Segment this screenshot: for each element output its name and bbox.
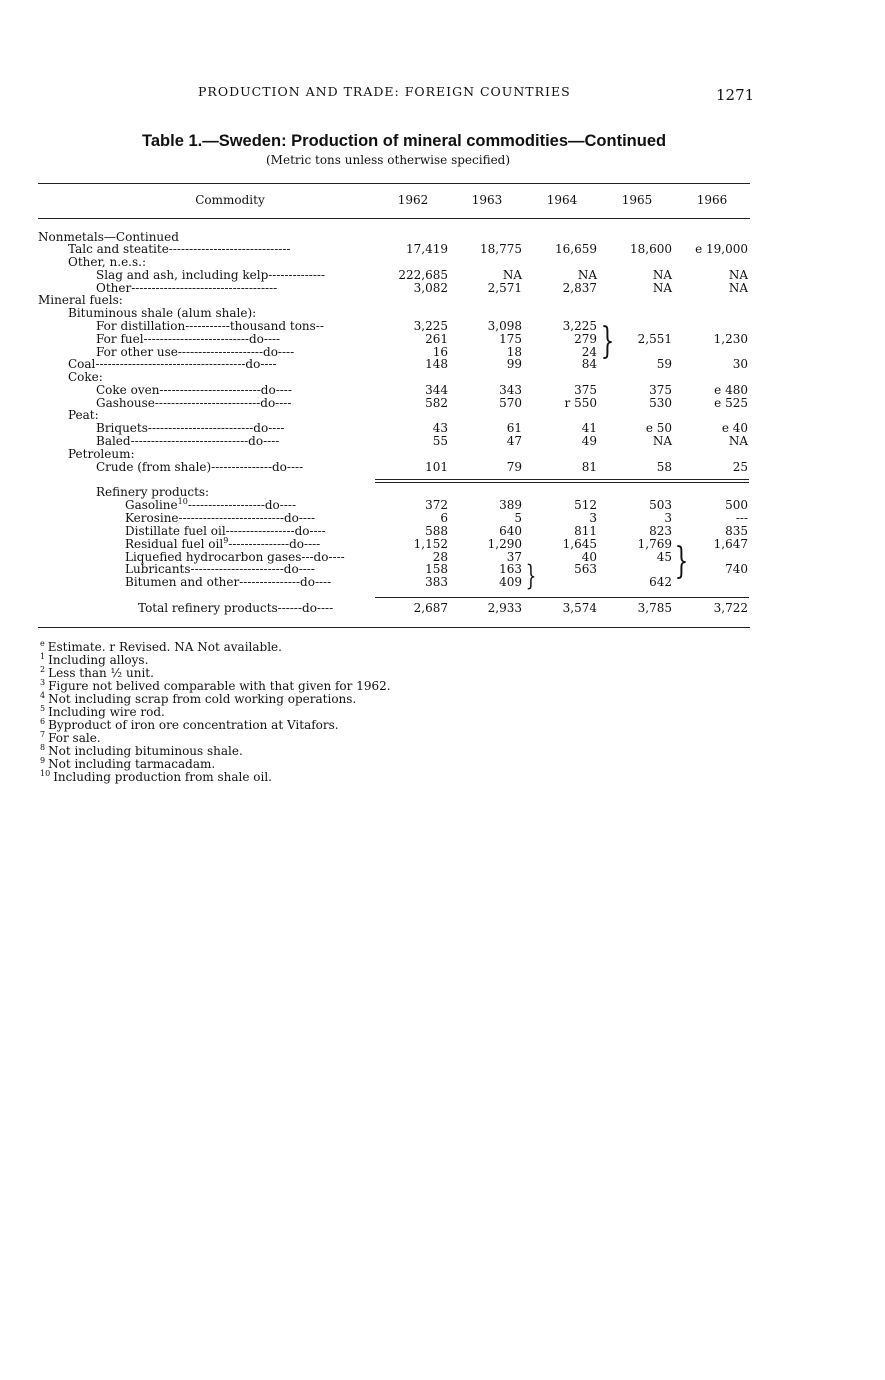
table-cell-1963: 1,290 [487, 537, 522, 551]
table-cell-1964: 811 [574, 524, 597, 538]
table-cell-1964: 3,574 [562, 601, 597, 615]
table-cell-1962: 1,152 [413, 537, 448, 551]
section-rule-upper [375, 479, 749, 480]
table-cell-1963: 409 [499, 575, 522, 589]
table-cell-1965: 3 [664, 511, 672, 525]
running-head: PRODUCTION AND TRADE: FOREIGN COUNTRIES [198, 84, 571, 99]
footnote: $^e$ Estimate. r Revised. NA Not available. [40, 639, 282, 654]
table-cell-1966: e 40 [721, 421, 748, 435]
total-rule [375, 597, 749, 598]
table-cell-1964: 40 [581, 550, 597, 564]
table-cell-1963: NA [502, 268, 522, 282]
footnote-mark: 2 [40, 665, 46, 674]
table-cell-1962: 16 [432, 345, 448, 359]
table-cell-1962: 588 [425, 524, 448, 538]
column-header-1964: 1964 [546, 193, 578, 207]
table-cell-1962: 261 [425, 332, 448, 346]
row-label: Slag and ash, including kelp-------------- [96, 268, 326, 282]
table-cell-1963: 18,775 [480, 242, 522, 256]
table-cell-1966: e 525 [714, 396, 748, 410]
table-cell-1964: 81 [581, 460, 597, 474]
table-cell-1965: 642 [649, 575, 672, 589]
footnote-mark: 3 [40, 678, 46, 687]
table-cell-1966: 3,722 [713, 601, 748, 615]
table-cell-1963: 5 [514, 511, 522, 525]
table-cell-1966: 1,647 [713, 537, 748, 551]
footnote-mark: 7 [40, 730, 46, 739]
row-label: Baled-----------------------------do---- [96, 434, 280, 448]
row-label: Nonmetals—Continued [38, 230, 179, 244]
table-cell-1962: 6 [440, 511, 448, 525]
row-label: Distillate fuel oil-----------------do---- [125, 524, 326, 538]
table-cell-1965: e 50 [645, 421, 672, 435]
footnote-mark: 8 [40, 743, 46, 752]
column-header-1966: 1966 [696, 193, 728, 207]
table-cell-1965: NA [652, 268, 672, 282]
table-cell-1962: 2,687 [413, 601, 448, 615]
table-subtitle: (Metric tons unless otherwise specified) [266, 153, 511, 167]
table-row [0, 602, 885, 615]
table-cell-1964: 16,659 [555, 242, 597, 256]
table-cell-1965: 375 [649, 383, 672, 397]
footnote: $^2$ Less than ½ unit. [40, 665, 154, 680]
table-cell-1963: 343 [499, 383, 522, 397]
table-cell-1964: 512 [574, 498, 597, 512]
row-label: Residual fuel oil$^9$---------------do---- [125, 536, 321, 551]
row-label: Bitumen and other---------------do---- [125, 575, 332, 589]
table-cell-1962: 344 [425, 383, 448, 397]
table-cell-1965: 1,769 [637, 537, 672, 551]
table-cell-1966: NA [728, 268, 748, 282]
table-cell-1966: --- [735, 511, 748, 525]
table-cell-1963: 570 [499, 396, 522, 410]
top-rule [38, 183, 750, 184]
table-cell-1965: 530 [649, 396, 672, 410]
row-label: For other use---------------------do---- [96, 345, 295, 359]
column-header-1965: 1965 [621, 193, 653, 207]
table-cell-1962: 3,082 [413, 281, 448, 295]
table-title: Table 1.—Sweden: Production of mineral commodities—Continued [142, 132, 667, 150]
row-label: For fuel--------------------------do---- [96, 332, 281, 346]
row-label: Refinery products: [96, 485, 210, 499]
table-cell-1964: 375 [574, 383, 597, 397]
table-cell-1964: 49 [581, 434, 597, 448]
row-label: Mineral fuels: [38, 293, 123, 307]
footnote-ref: 9 [223, 536, 229, 545]
footnote: $^7$ For sale. [40, 730, 101, 745]
footnote: $^1$ Including alloys. [40, 652, 149, 667]
table-cell-1963: 37 [506, 550, 522, 564]
table-cell-1962: 28 [432, 550, 448, 564]
brace-bituminous-1964: } [600, 321, 615, 362]
row-label: For distillation-----------thousand tons-- [96, 319, 324, 333]
table-cell-1965: NA [652, 281, 672, 295]
row-label: Coal-------------------------------------do---- [68, 357, 277, 371]
table-row [0, 576, 885, 589]
table-cell-1966: 25 [732, 460, 748, 474]
table-cell-1964: 563 [574, 562, 597, 576]
row-label: Lubricants-----------------------do---- [125, 562, 315, 576]
table-cell-1964: r 550 [564, 396, 597, 410]
footnote-mark: 5 [40, 704, 46, 713]
table-cell-1962: 372 [425, 498, 448, 512]
row-label: Other------------------------------------ [96, 281, 278, 295]
row-label: Crude (from shale)---------------do---- [96, 460, 304, 474]
row-label: Coke oven-------------------------do---- [96, 383, 292, 397]
header-rule [38, 218, 750, 219]
table-cell-1964: 1,645 [562, 537, 597, 551]
row-label: Gasoline$^{10}$-------------------do---- [125, 497, 296, 512]
footnote: $^6$ Byproduct of iron ore concentration at Vitafors. [40, 717, 339, 732]
row-label: Coke: [68, 370, 103, 384]
table-cell-1963: 175 [499, 332, 522, 346]
table-cell-1966: e 480 [714, 383, 748, 397]
table-cell-1963: 61 [506, 421, 522, 435]
brace-refinery-1963: } [525, 559, 537, 592]
table-cell-1965: 58 [656, 460, 672, 474]
table-cell-1966: e 19,000 [695, 242, 748, 256]
table-cell-1966: 500 [725, 498, 748, 512]
table-cell-1965: NA [652, 434, 672, 448]
column-header-commodity: Commodity [195, 193, 265, 207]
row-label: Gashouse--------------------------do---- [96, 396, 292, 410]
row-label: Peat: [68, 408, 99, 422]
footnote: $^9$ Not including tarmacadam. [40, 756, 216, 771]
column-header-1962: 1962 [397, 193, 429, 207]
row-label: Liquefied hydrocarbon gases---do---- [125, 550, 345, 564]
table-cell-1966: 740 [725, 562, 748, 576]
table-cell-1964: 24 [581, 345, 597, 359]
row-label: Briquets--------------------------do---- [96, 421, 285, 435]
footnote-mark: 6 [40, 717, 46, 726]
row-label: Other, n.e.s.: [68, 255, 147, 269]
table-row [0, 358, 885, 371]
section-rule-lower [375, 482, 749, 483]
table-cell-1966: 30 [732, 357, 748, 371]
table-cell-1962: 43 [432, 421, 448, 435]
table-cell-1963: 3,098 [487, 319, 522, 333]
table-cell-1963: 640 [499, 524, 522, 538]
column-header-1963: 1963 [471, 193, 503, 207]
table-cell-1963: 47 [506, 434, 522, 448]
table-cell-1962: 222,685 [398, 268, 448, 282]
footnote: $^3$ Figure not belived comparable with that given for 1962. [40, 678, 391, 693]
table-cell-1966: NA [728, 434, 748, 448]
footnote-mark: 9 [40, 756, 46, 765]
table-cell-1962: 17,419 [406, 242, 448, 256]
table-cell-1962: 55 [432, 434, 448, 448]
table-row [0, 461, 885, 474]
table-cell-1964: 3,225 [562, 319, 597, 333]
table-cell-1963: 2,571 [487, 281, 522, 295]
table-cell-1962: 582 [425, 396, 448, 410]
table-cell-1962: 101 [425, 460, 448, 474]
footnote-mark: 10 [40, 769, 51, 778]
table-cell-1964: 3 [589, 511, 597, 525]
row-label: Talc and steatite------------------------------ [68, 242, 291, 256]
row-label: Petroleum: [68, 447, 135, 461]
table-cell-1963: 79 [506, 460, 522, 474]
footnote-mark: 4 [40, 691, 46, 700]
footnote: $^{10}$ Including production from shale oil. [40, 769, 272, 784]
table-cell-1963: 2,933 [487, 601, 522, 615]
table-cell-1966: 835 [725, 524, 748, 538]
table-cell-1964: 41 [581, 421, 597, 435]
table-cell-1965: 823 [649, 524, 672, 538]
table-cell-1963: 389 [499, 498, 522, 512]
table-cell-1962: 158 [425, 562, 448, 576]
footnote: $^5$ Including wire rod. [40, 704, 165, 719]
table-cell-1964: 279 [574, 332, 597, 346]
table-cell-1964: NA [577, 268, 597, 282]
footnote-ref: 10 [177, 497, 188, 506]
table-cell-1963: 99 [506, 357, 522, 371]
footnote: $^8$ Not including bituminous shale. [40, 743, 243, 758]
row-label: Total refinery products------do---- [138, 601, 334, 615]
table-cell-1963: 18 [506, 345, 522, 359]
table-cell-1965: 45 [656, 550, 672, 564]
table-cell-1964: 84 [581, 357, 597, 371]
table-cell-1966: 1,230 [713, 332, 748, 346]
table-cell-1962: 148 [425, 357, 448, 371]
row-label: Bituminous shale (alum shale): [68, 306, 257, 320]
row-label: Kerosine--------------------------do---- [125, 511, 316, 525]
table-cell-1962: 3,225 [413, 319, 448, 333]
table-cell-1965: 18,600 [630, 242, 672, 256]
table-cell-1965: 2,551 [637, 332, 672, 346]
table-cell-1962: 383 [425, 575, 448, 589]
bottom-rule [38, 627, 750, 628]
table-cell-1964: 2,837 [562, 281, 597, 295]
table-cell-1965: 3,785 [637, 601, 672, 615]
table-cell-1965: 503 [649, 498, 672, 512]
footnote-mark: 1 [40, 652, 46, 661]
footnote: $^4$ Not including scrap from cold working operations. [40, 691, 357, 706]
table-cell-1965: 59 [656, 357, 672, 371]
table-cell-1966: NA [728, 281, 748, 295]
footnote-mark: e [40, 639, 45, 648]
brace-refinery-1965: } [674, 541, 689, 582]
page-number: 1271 [716, 86, 755, 104]
table-cell-1963: 163 [499, 562, 522, 576]
